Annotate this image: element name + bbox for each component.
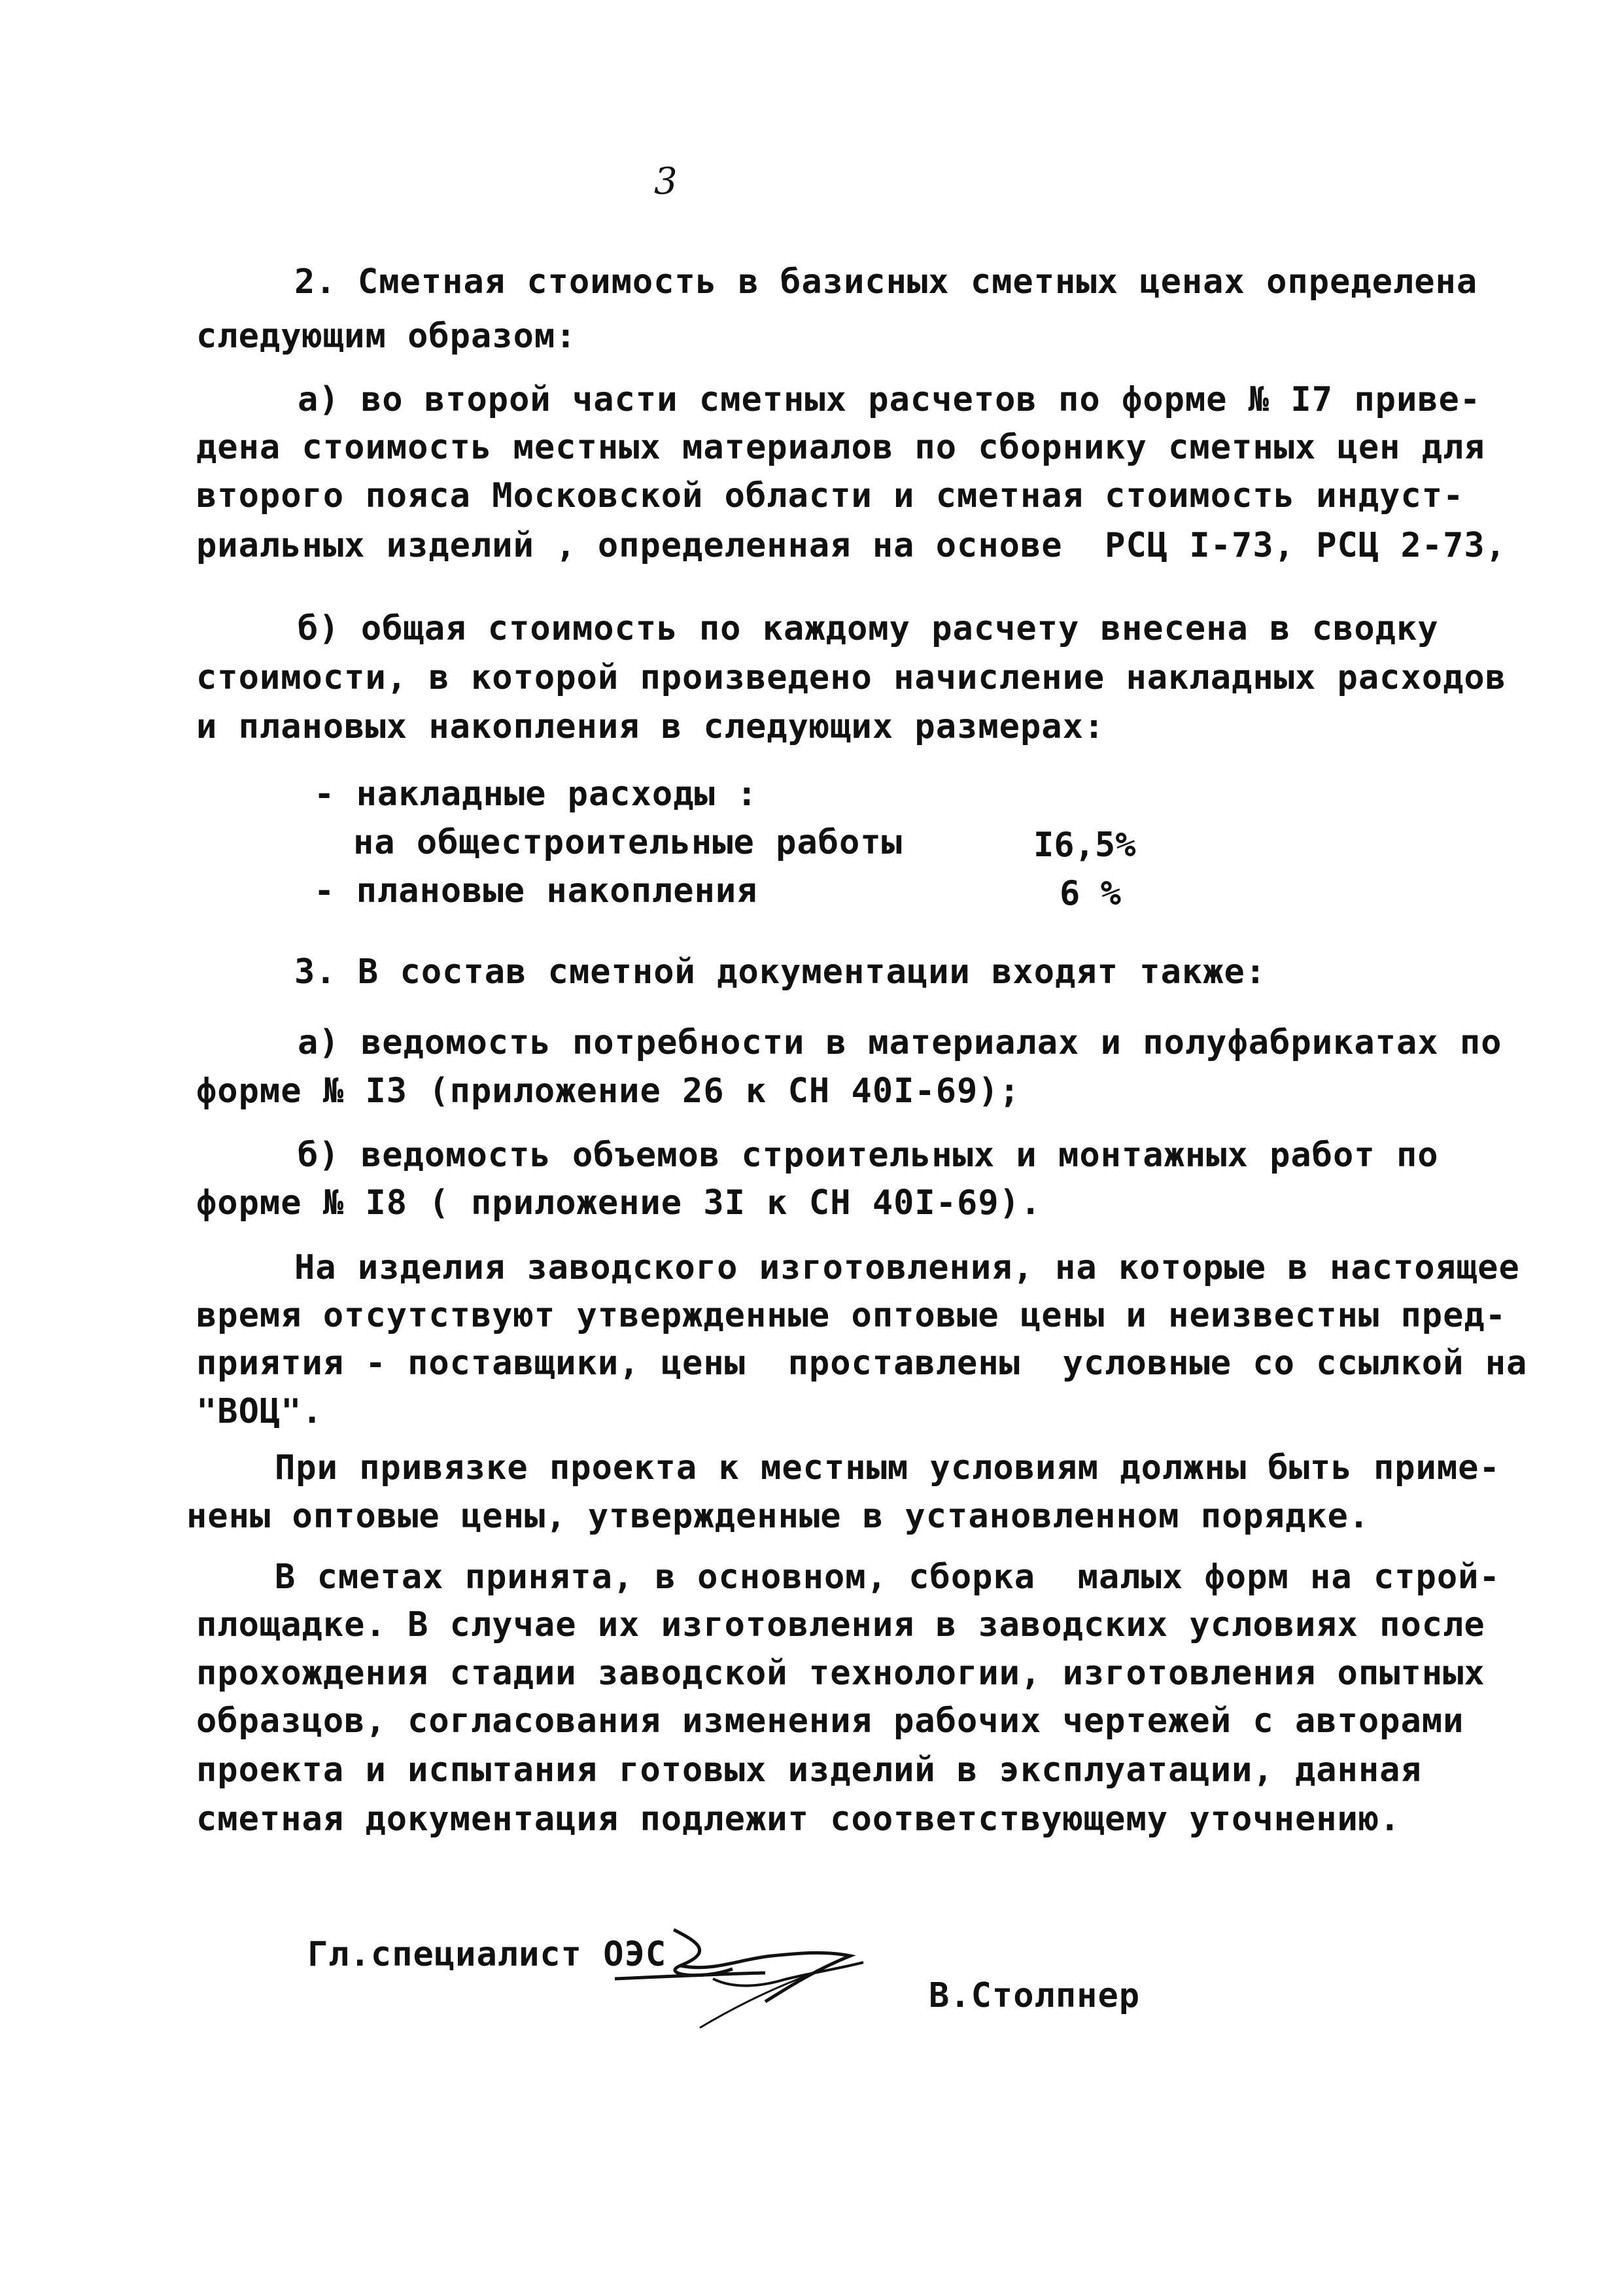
signature-name: В.Столпнер — [929, 1976, 1141, 2015]
paragraph-2-line-1: 2. Сметная стоимость в базисных сметных ценах определена — [294, 262, 1478, 302]
paragraph-products-line-2: время отсутствуют утвержденные оптовые цены и неизвестны пред- — [196, 1296, 1507, 1335]
paragraph-3-line-1: 3. В состав сметной документации входят также: — [294, 952, 1267, 992]
overhead-rate: I6,5% — [1033, 826, 1136, 865]
paragraph-assembly-line-3: прохождения стадии заводской технологии, изготовления опытных — [196, 1654, 1485, 1693]
item-3b-line-2: форме № I8 ( приложение 3I к СН 40I-69). — [196, 1183, 1042, 1223]
item-b-line-3: и плановых накопления в следующих размерах: — [196, 707, 1105, 746]
handwritten-signature — [602, 1917, 876, 2041]
item-a-line-3: второго пояса Московской области и сметная стоимость индуст- — [196, 476, 1464, 515]
paragraph-binding-line-2: нены оптовые цены, утвержденные в установленном порядке. — [186, 1497, 1370, 1536]
overhead-label: на общестроительные работы — [353, 823, 903, 862]
item-b-line-1: б) общая стоимость по каждому расчету внесена в сводку — [298, 609, 1439, 648]
planned-rate: 6 % — [1060, 874, 1121, 913]
paragraph-assembly-line-6: сметная документация подлежит соответствующему уточнению. — [196, 1800, 1401, 1839]
page-number: 3 — [654, 160, 678, 203]
paragraph-assembly-line-2: площадке. В случае их изготовления в заводских условиях после — [196, 1605, 1485, 1644]
item-b-line-2: стоимости, в которой произведено начисление накладных расходов — [196, 658, 1507, 697]
paragraph-products-line-4: "ВОЦ". — [196, 1392, 323, 1431]
paragraph-binding-line-1: При привязке проекта к местным условиям должны быть приме- — [275, 1448, 1500, 1487]
item-a-line-2: дена стоимость местных материалов по сборнику сметных цен для — [196, 428, 1485, 467]
item-3a-line-2: форме № I3 (приложение 26 к СН 40I-69); — [196, 1071, 1020, 1111]
paragraph-products-line-3: приятия - поставщики, цены проставлены условные со ссылкой на — [196, 1344, 1528, 1383]
signature-position: Гл.специалист ОЭС — [307, 1935, 667, 1974]
paragraph-assembly-line-5: проекта и испытания готовых изделий в эксплуатации, данная — [196, 1750, 1422, 1790]
paragraph-2-line-2: следующим образом: — [196, 317, 577, 356]
item-3b-line-1: б) ведомость объемов строительных и монтажных работ по — [298, 1136, 1439, 1175]
paragraph-assembly-line-1: В сметах принята, в основном, сборка малых форм на строй- — [275, 1557, 1500, 1597]
item-a-line-4: риальных изделий , определенная на основе РСЦ I-73, РСЦ 2-73, — [196, 526, 1507, 565]
planned-label: - плановые накопления — [314, 871, 758, 911]
overhead-heading: - накладные расходы : — [314, 774, 758, 814]
paragraph-products-line-1: На изделия заводского изготовления, на которые в настоящее — [294, 1248, 1520, 1287]
item-a-line-1: а) во второй части сметных расчетов по форме № I7 приве- — [298, 380, 1481, 419]
paragraph-assembly-line-4: образцов, согласования изменения рабочих чертежей с авторами — [196, 1701, 1464, 1741]
item-3a-line-1: а) ведомость потребности в материалах и полуфабрикатах по — [298, 1023, 1502, 1062]
